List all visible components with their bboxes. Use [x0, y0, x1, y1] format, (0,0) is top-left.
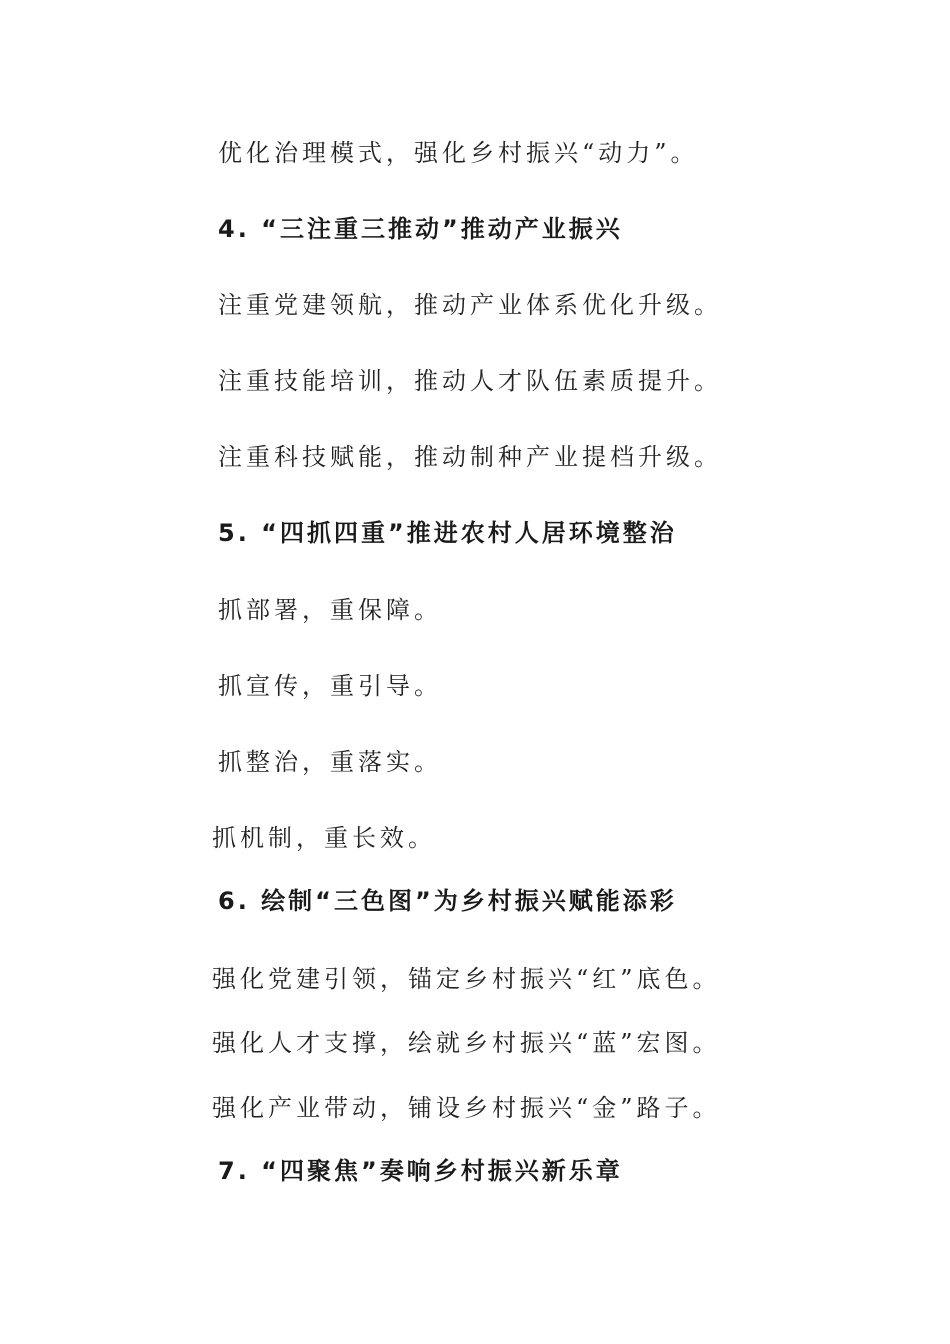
section-heading: 4. “三注重三推动”推动产业振兴 — [218, 215, 623, 243]
section-heading: 6. 绘制“三色图”为乡村振兴赋能添彩 — [218, 887, 677, 915]
paragraph-line: 注重技能培训，推动人才队伍素质提升。 — [218, 367, 722, 395]
paragraph-line: 强化产业带动，铺设乡村振兴“金”路子。 — [212, 1094, 721, 1122]
section-heading: 5. “四抓四重”推进农村人居环境整治 — [218, 519, 677, 547]
paragraph-line: 抓宣传，重引导。 — [218, 672, 442, 700]
paragraph-line: 抓机制，重长效。 — [212, 824, 436, 852]
paragraph-line: 注重党建领航，推动产业体系优化升级。 — [218, 291, 722, 319]
paragraph-line: 抓整治，重落实。 — [218, 748, 442, 776]
section-heading: 7. “四聚焦”奏响乡村振兴新乐章 — [218, 1157, 623, 1185]
paragraph-line: 抓部署，重保障。 — [218, 596, 442, 624]
paragraph-line: 注重科技赋能，推动制种产业提档升级。 — [218, 443, 722, 471]
paragraph-line: 强化党建引领，锚定乡村振兴“红”底色。 — [212, 965, 721, 993]
paragraph-line: 优化治理模式，强化乡村振兴“动力”。 — [218, 139, 699, 167]
paragraph-line: 强化人才支撑，绘就乡村振兴“蓝”宏图。 — [212, 1029, 721, 1057]
